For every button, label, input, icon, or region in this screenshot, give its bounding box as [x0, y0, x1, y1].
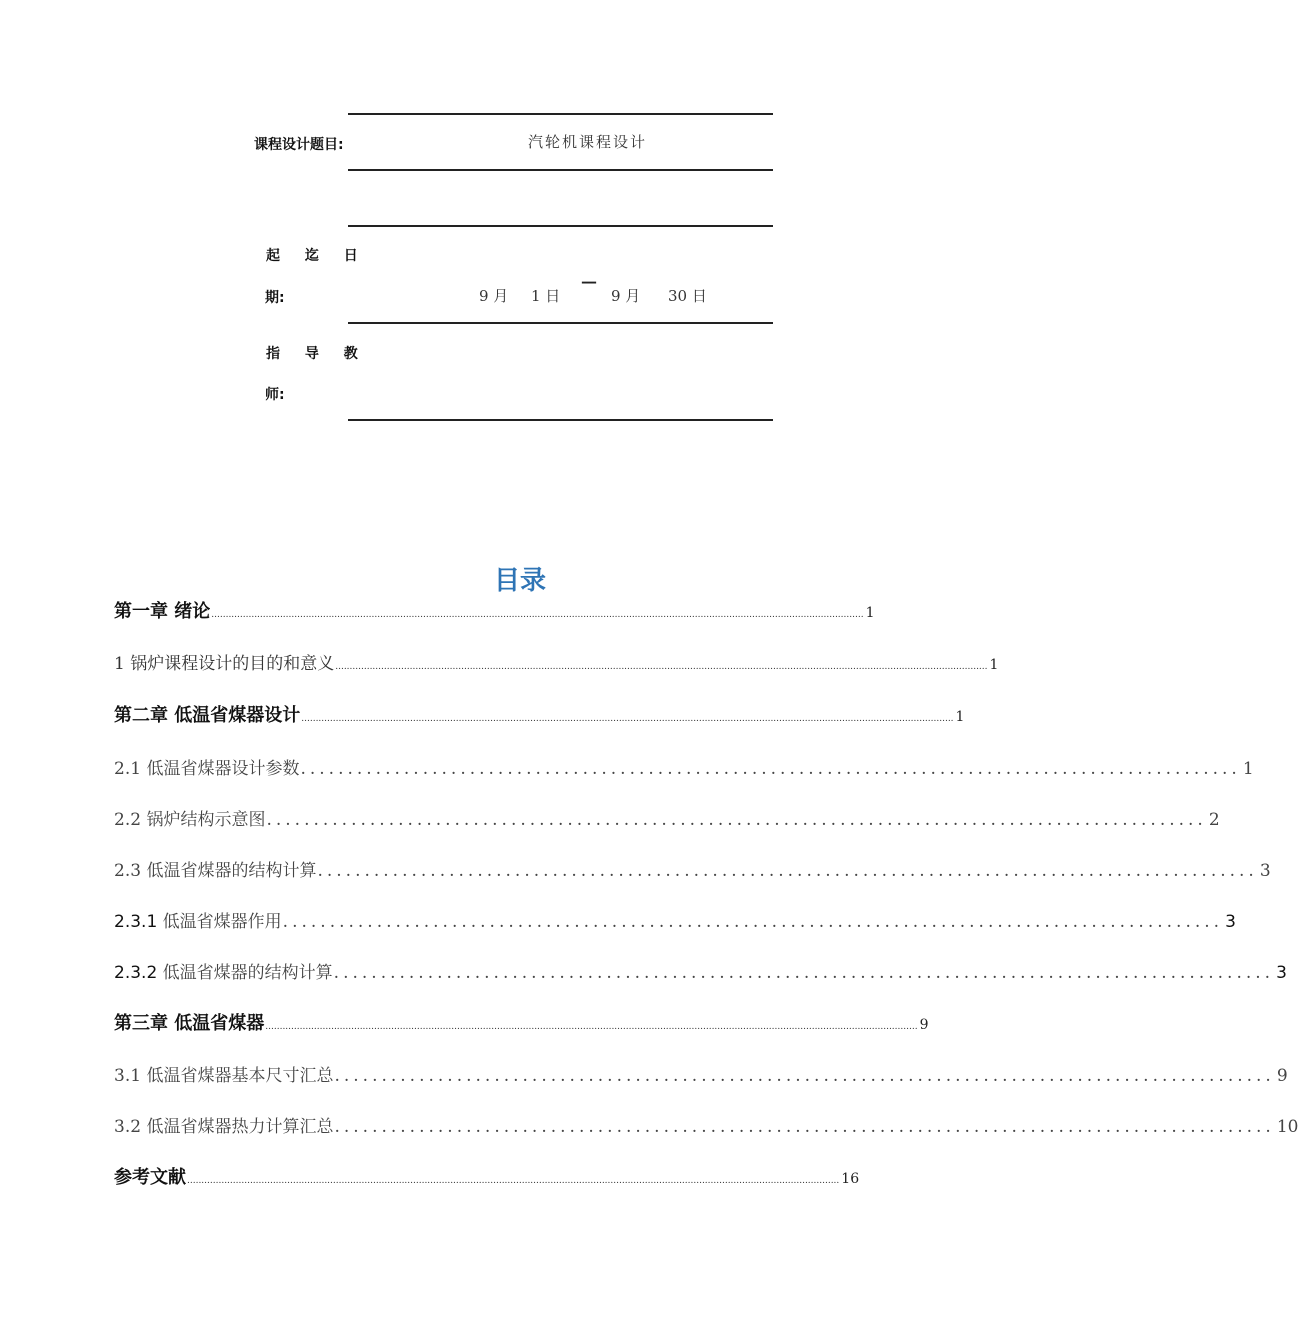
toc-entry[interactable] [114, 805, 1220, 831]
toc-entry[interactable] [114, 1163, 860, 1189]
toc-leader: .................................................................................................... [334, 1066, 1275, 1086]
toc-leader: .................................................................................................................................................................................................................................... [301, 714, 954, 724]
topic-value: 汽轮机课程设计 [528, 133, 648, 151]
toc-leader: .................................................................................................................................................................................................................................... [211, 610, 864, 620]
date-end-month: 9 月 [611, 287, 641, 305]
toc-entry-page: 1 [865, 605, 875, 621]
toc-leader: .................................................................................................................................................................................................................................... [335, 662, 988, 672]
toc-entry-text: 低温省煤器作用 [157, 912, 282, 932]
toc-entry-label: 第一章 绪论 [114, 601, 211, 622]
toc-entry-page: 2 [1208, 810, 1220, 830]
topic-label: 课程设计题目: [254, 137, 344, 153]
form-rule [348, 322, 773, 324]
toc-entry-label: 2.3 低温省煤器的结构计算 [114, 861, 317, 881]
toc-entry-page: 1 [1242, 759, 1254, 779]
toc-entry-page: 1 [989, 657, 999, 673]
toc-entry-number: 2.3.2 [114, 963, 158, 983]
toc-leader: .................................................................................................... [333, 963, 1275, 983]
toc-entry[interactable] [114, 649, 999, 675]
toc-entry-page: 16 [841, 1171, 860, 1187]
toc-entry[interactable] [114, 958, 1287, 984]
toc-leader: .................................................................................................... [317, 861, 1258, 881]
teacher-label-line2: 师: [265, 387, 285, 403]
toc-entry-text: 低温省煤器的结构计算 [157, 963, 333, 983]
date-label-line1: 起 迄 日 [266, 248, 368, 264]
toc-entry[interactable] [114, 597, 875, 623]
date-start-month: 9 月 [479, 287, 509, 305]
toc-entry-label: 第三章 低温省煤器 [114, 1013, 265, 1034]
form-rule [348, 169, 773, 171]
form-rule [348, 419, 773, 421]
toc-leader: .................................................................................................... [266, 810, 1207, 830]
toc-entry[interactable] [114, 1061, 1288, 1087]
toc-entry-page: 9 [919, 1017, 929, 1033]
toc-entry-page: 1 [955, 709, 965, 725]
toc-leader: .................................................................................................... [300, 759, 1241, 779]
toc-entry-label: 2.2 锅炉结构示意图 [114, 810, 266, 830]
toc-entry-label: 2.1 低温省煤器设计参数 [114, 759, 300, 779]
toc-leader: .................................................................................................... [282, 912, 1224, 932]
form-rule [348, 225, 773, 227]
toc-entry-label [114, 907, 282, 932]
toc-entry[interactable] [114, 856, 1271, 882]
toc-entry-number: 2.3.1 [114, 912, 158, 932]
toc-entry[interactable] [114, 907, 1236, 933]
date-start-day: 1 日 [531, 287, 561, 305]
toc-entry-label: 3.2 低温省煤器热力计算汇总 [114, 1117, 334, 1137]
toc-leader: .................................................................................................... [334, 1117, 1275, 1137]
toc-leader: .................................................................................................................................................................................................................................... [265, 1022, 918, 1032]
toc-entry[interactable] [114, 1009, 929, 1035]
date-separator: — [581, 272, 597, 291]
toc-entry[interactable] [114, 1112, 1298, 1138]
toc-entry-page: 3 [1276, 963, 1287, 983]
toc-entry-page: 9 [1276, 1066, 1288, 1086]
toc-entry-label: 第二章 低温省煤器设计 [114, 705, 301, 726]
toc-entry[interactable] [114, 701, 965, 727]
toc-entry-page: 10 [1276, 1117, 1298, 1137]
toc-entry-label: 3.1 低温省煤器基本尺寸汇总 [114, 1066, 334, 1086]
toc-entry-page: 3 [1259, 861, 1271, 881]
toc-entry-label: 参考文献 [114, 1167, 186, 1188]
teacher-label-line1: 指 导 教 [266, 346, 368, 362]
toc-leader: .................................................................................................................................................................................................................................... [187, 1176, 840, 1186]
toc-entry[interactable] [114, 754, 1254, 780]
toc-title: 目录 [493, 566, 546, 596]
toc-entry-label [114, 958, 333, 983]
toc-entry-page: 3 [1225, 912, 1236, 932]
date-end-day: 30 日 [668, 287, 707, 305]
toc-entry-label: 1 锅炉课程设计的目的和意义 [114, 654, 335, 674]
date-label-line2: 期: [265, 290, 285, 306]
form-rule [348, 113, 773, 115]
